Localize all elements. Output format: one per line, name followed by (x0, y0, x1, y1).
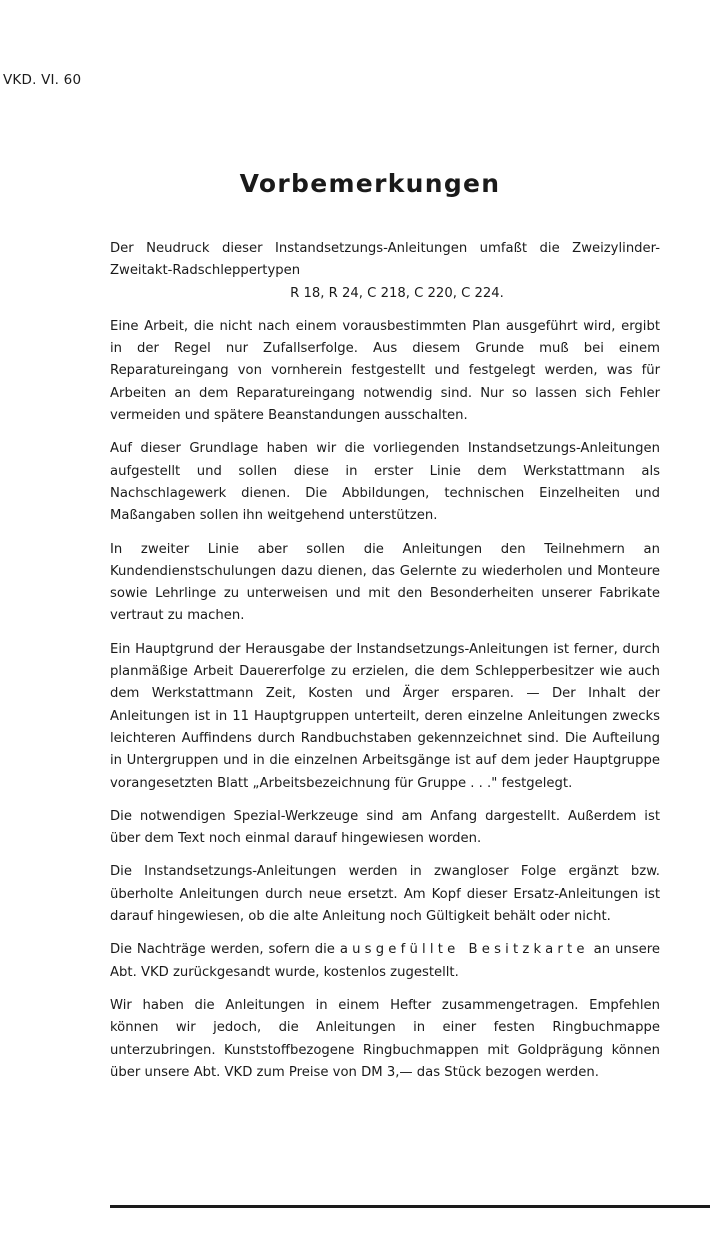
paragraph-binder: Wir haben die Anleitungen in einem Hefter zusammengetragen. Empfehlen können wir jedoch, die Anleitungen in einer festen Ringbuchmappe unterzubringen. Kunststoffbezogene Ringbuchmappen mit Goldprägung können über unsere Abt. VKD zum Preise von DM 3,— das Stück bezogen werden. (110, 997, 660, 1080)
paragraph-supplements (110, 939, 660, 984)
supplements-emphasis: ausgefüllte Besitzkarte (339, 942, 589, 958)
paragraph-basis: Auf dieser Grundlage haben wir die vorliegenden Instandsetzungs-Anleitungen aufgestellt und sollen diese in erster Linie dem Werkstattmann als Nachschlagewerk dienen. Die Abbildungen, technischen Einzelheiten und Maßangaben sollen ihn weitgehend unterstützen. (110, 441, 660, 524)
page-title: Vorbemerkungen (239, 169, 501, 198)
supplements-text-before: Die Nachträge werden, sofern die (110, 942, 340, 958)
supplements-text-after: an unsere Abt. VKD zurückgesandt wurde, kostenlos zugestellt. (110, 942, 660, 980)
paragraph-intro-text: Der Neudruck dieser Instandsetzungs-Anleitungen umfaßt die Zweizylinder-Zweitakt-Radschleppertypen (110, 241, 660, 279)
paragraph-purpose: Ein Hauptgrund der Herausgabe der Instandsetzungs-Anleitungen ist ferner, durch planmäßige Arbeit Dauererfolge zu erzielen, die dem Schlepperbesitzer wie auch dem Werkstattmann Zeit, Kosten und Ärger ersparen. — Der Inhalt der Anleitungen ist in 11 Hauptgruppen unterteilt, deren einzelne Anleitungen zwecks leichteren Auffindens durch Randbuchstaben gekennzeichnet sind. Die Aufteilung in Untergruppen und in die einzelnen Arbeitsgänge ist auf dem jeder Hauptgruppe vorangesetzten Blatt „Arbeitsbezeichnung für Gruppe . . ." festgelegt. (110, 641, 660, 791)
paragraph-training: In zweiter Linie aber sollen die Anleitungen den Teilnehmern an Kundendienstschulungen dazu dienen, das Gelernte zu wiederholen und Monteure sowie Lehrlinge zu unterweisen und mit den Besonderheiten unserer Fabrikate vertraut zu machen. (110, 541, 660, 624)
document-body (110, 238, 660, 1095)
document-code: VKD. VI. 60 (3, 72, 82, 88)
paragraph-tools: Die notwendigen Spezial-Werkzeuge sind am Anfang dargestellt. Außerdem ist über dem Text noch einmal darauf hingewiesen worden. (110, 808, 660, 847)
bottom-rule (110, 1205, 710, 1208)
paragraph-updates: Die Instandsetzungs-Anleitungen werden in zwangloser Folge ergänzt bzw. überholte Anleitungen durch neue ersetzt. Am Kopf dieser Ersatz-Anleitungen ist darauf hingewiesen, ob die alte Anleitung noch Gültigkeit behält oder nicht. (110, 864, 660, 925)
tractor-models: R 18, R 24, C 218, C 220, C 224. (290, 285, 504, 301)
paragraph-intro (110, 238, 660, 305)
paragraph-plan: Eine Arbeit, die nicht nach einem vorausbestimmten Plan ausgeführt wird, ergibt in der Regel nur Zufallserfolge. Aus diesem Grunde muß bei einem Reparatureingang von vornherein festgestellt und festgelegt werden, was für Arbeiten an dem Reparatureingang notwendig sind. Nur so lassen sich Fehler vermeiden und spätere Beanstandungen ausschalten. (110, 318, 660, 424)
